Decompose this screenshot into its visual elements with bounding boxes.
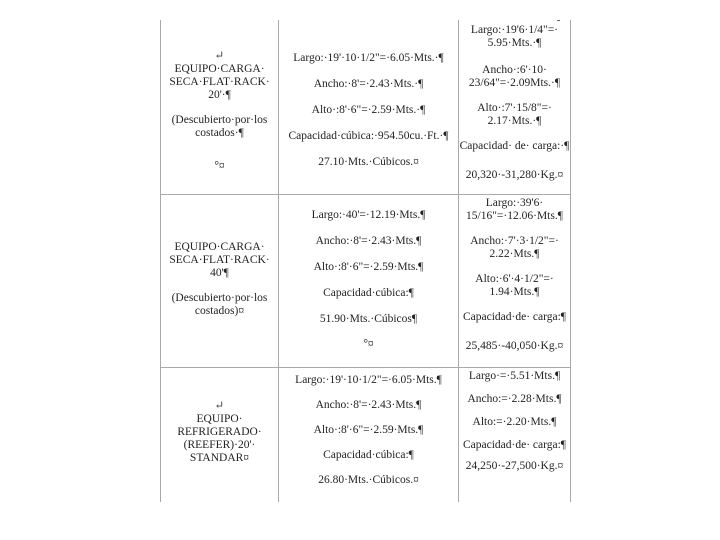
dim-line: Capacidad·cúbica:¶ [323, 287, 414, 299]
external-dimensions-cell [279, 20, 459, 195]
dim-line: Largo:·19'·10·1/2"=·6.05·Mts.·¶ [293, 52, 444, 64]
dim-line: Alto·:7'·15/8"=· 2.17·Mts.·¶ [477, 102, 552, 127]
external-dimensions-cell [279, 195, 459, 368]
table-row [161, 368, 571, 503]
dim-line: 26.80·Mts.·Cúbicos.¤ [318, 474, 419, 486]
dim-line: Alto:·6'·4·1/2"=· 1.94·Mts.¶ [475, 273, 554, 298]
equipment-note: (Descubierto·por·los costados·¶ [171, 114, 268, 139]
internal-dimensions-cell [459, 20, 571, 195]
dim-line: Ancho:·8'=·2.43·Mts.¶ [315, 235, 422, 247]
equipment-title: EQUIPO· REFRIGERADO· (REEFER)·20'· STANDAR¤ [177, 413, 262, 464]
return-mark: ↵ [214, 400, 225, 412]
dim-line: 51.90·Mts.·Cúbicos¶ [319, 313, 418, 325]
dim-line: Largo:·40'=·12.19·Mts.¶ [311, 209, 426, 221]
equipment-cell [161, 20, 279, 195]
dim-line: Ancho:·7'·3·1/2"=· 2.22·Mts.¶ [470, 235, 559, 260]
internal-dimensions-cell [459, 368, 571, 503]
equipment-title: EQUIPO·CARGA· SECA·FLAT·RACK· 40'¶ [169, 241, 270, 279]
dim-line: Alto·:8'·6"=·2.59·Mts.·¶ [311, 104, 426, 116]
dim-line: Capacidad·cúbica:¶ [323, 449, 414, 461]
dim-line: Ancho:·8'=·2.43·Mts.·¶ [313, 78, 424, 90]
dim-line: Largo:·19'6·1/4"=· 5.95·Mts.·¶ [470, 24, 559, 49]
dim-line: Ancho:·8'=·2.43·Mts.¶ [315, 399, 422, 411]
table-row [161, 195, 571, 368]
dim-line: Largo:·39'6· 15/16"=·12.06·Mts.¶ [466, 197, 563, 222]
external-dimensions-cell [279, 368, 459, 503]
dim-line: Capacidad·de· carga:¶ [462, 311, 566, 323]
cell-end-mark: °¤ [363, 338, 374, 350]
dim-line: Largo·=·5.51·Mts.¶ [468, 370, 561, 382]
dim-line: 24,250·-27,500·Kg.¤ [465, 460, 564, 472]
table-row [161, 20, 571, 195]
cell-end-mark: °¤ [214, 160, 225, 172]
equipment-title: EQUIPO·CARGA· SECA·FLAT·RACK· 20'·¶ [169, 63, 270, 101]
container-specs-table [160, 20, 571, 502]
equipment-cell [161, 195, 279, 368]
dim-line: 25,485·-40,050·Kg.¤ [465, 340, 564, 352]
dim-line: Largo:·19'·10·1/2"=·6.05·Mts.¶ [295, 374, 442, 386]
dim-line: Ancho·:6'·10· 23/64"=·2.09Mts.·¶ [468, 64, 561, 89]
dim-line: Alto:=·2.20·Mts.¶ [472, 416, 557, 428]
equipment-note: (Descubierto·por·los costados)¤ [171, 292, 268, 317]
dim-line: Alto·:8'·6"=·2.59·Mts.¶ [313, 424, 424, 436]
internal-dimensions-cell [459, 195, 571, 368]
dim-line: Capacidad·cúbica:·954.50cu.·Ft.·¶ [288, 130, 449, 142]
dim-line: Capacidad· de· carga:·¶ [459, 140, 570, 152]
dim-line: Capacidad·de· carga:¶ [462, 439, 566, 451]
dim-line: 27.10·Mts.·Cúbicos.¤ [318, 156, 419, 168]
document-page [160, 20, 570, 512]
return-mark: ↵ [214, 50, 225, 62]
dim-line: 20,320·-31,280·Kg.¤ [465, 169, 564, 181]
equipment-cell [161, 368, 279, 503]
dim-line: Alto·:8'·6"=·2.59·Mts.¶ [313, 261, 424, 273]
dim-line: Ancho:=·2.28·Mts.¶ [467, 393, 562, 405]
